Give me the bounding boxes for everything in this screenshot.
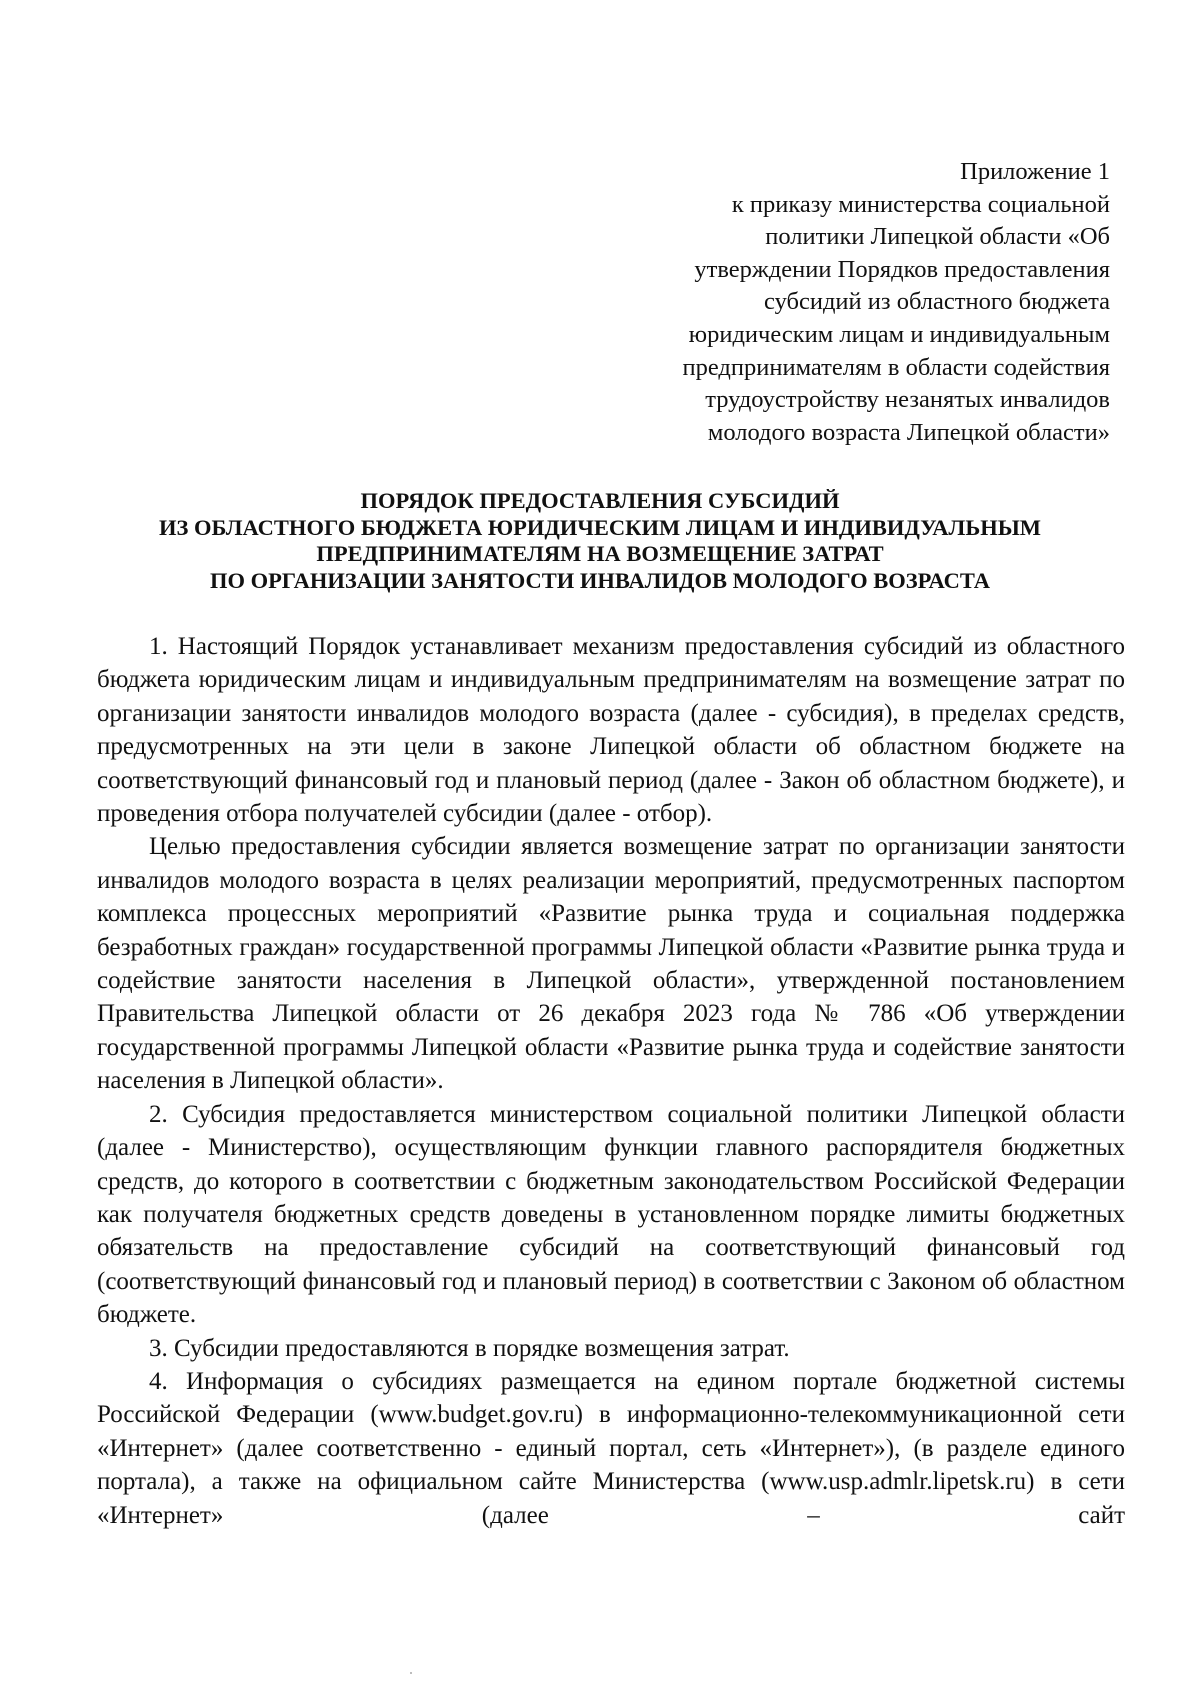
scan-speck xyxy=(410,1672,412,1674)
annex-line: субсидий из областного бюджета xyxy=(764,288,1110,316)
paragraph-3: 3. Субсидии предоставляются в порядке возмещения затрат. xyxy=(149,1334,790,1362)
paragraph-goal: Целью предоставления субсидии является возмещение затрат по организации занятости инвалидов молодого возраста в целях реализации мероприятий, предусмотренных паспортом комплекса процессных мероприятий «Развитие рынка труда и социальная поддержка безработных граждан» государственной программы Липецкой области «Развитие рынка труда и содействие занятости населения в Липецкой области», утвержденной постановлением Правительства Липецкой области от 26 декабря 2023 года № 786 «Об утверждении государственной программы Липецкой области «Развитие рынка труда и содействие занятости населения в Липецкой области». xyxy=(97,833,1125,1095)
annex-line: Приложение 1 xyxy=(960,158,1110,185)
title-line: ИЗ ОБЛАСТНОГО БЮДЖЕТА ЮРИДИЧЕСКИМ ЛИЦАМ И ИНДИВИДУАЛЬНЫМ xyxy=(158,514,1042,540)
paragraph-1: 1. Настоящий Порядок устанавливает механизм предоставления субсидий из областного бюджета юридическим лицам и индивидуальным предпринимателям на возмещение затрат по организации занятости инвалидов молодого возраста (далее - субсидия), в пределах средств, предусмотренных на эти цели в законе Липецкой области об областном бюджете на соответствующий финансовый год и плановый период (далее - Закон об областном бюджете), и проведения отбора получателей субсидии (далее - отбор). xyxy=(97,633,1125,828)
title-line: ПРЕДПРИНИМАТЕЛЯМ НА ВОЗМЕЩЕНИЕ ЗАТРАТ xyxy=(316,541,884,567)
annex-line: юридическим лицам и индивидуальным xyxy=(688,320,1110,348)
document-body xyxy=(97,630,1125,1532)
title-line: ПОРЯДОК ПРЕДОСТАВЛЕНИЯ СУБСИДИЙ xyxy=(360,488,840,513)
annex-line: предпринимателям в области содействия xyxy=(682,353,1110,381)
annex-line: к приказу министерства социальной xyxy=(731,190,1110,218)
document-title xyxy=(60,488,1140,594)
annex-line: политики Липецкой области «Об xyxy=(765,223,1110,251)
paragraph-4: 4. Информация о субсидиях размещается на едином портале бюджетной системы Российской Федерации (www.budget.gov.ru) в информационно-телекоммуникационной сети «Интернет» (далее соответственно - единый портал, сеть «Интернет»), (в разделе единого портала), а также на официальном сайте Министерства (www.usp.admlr.lipetsk.ru) в сети «Интернет» (далее – сайт xyxy=(97,1367,1125,1529)
annex-line: молодого возраста Липецкой области» xyxy=(707,418,1110,446)
paragraph-2: 2. Субсидия предоставляется министерством социальной политики Липецкой области (далее - Министерство), осуществляющим функции главного распорядителя бюджетных средств, до которого в соответствии с бюджетным законодательством Российской Федерации как получателя бюджетных средств доведены в установленном порядке лимиты бюджетных обязательств на предоставление субсидий на соответствующий финансовый год (соответствующий финансовый год и плановый период) в соответствии с Законом об областном бюджете. xyxy=(97,1100,1125,1329)
title-line: ПО ОРГАНИЗАЦИИ ЗАНЯТОСТИ ИНВАЛИДОВ МОЛОДОГО ВОЗРАСТА xyxy=(209,567,991,593)
annex-header xyxy=(550,156,1110,449)
annex-line: трудоустройству незанятых инвалидов xyxy=(705,386,1110,414)
annex-line: утверждении Порядков предоставления xyxy=(694,255,1110,283)
